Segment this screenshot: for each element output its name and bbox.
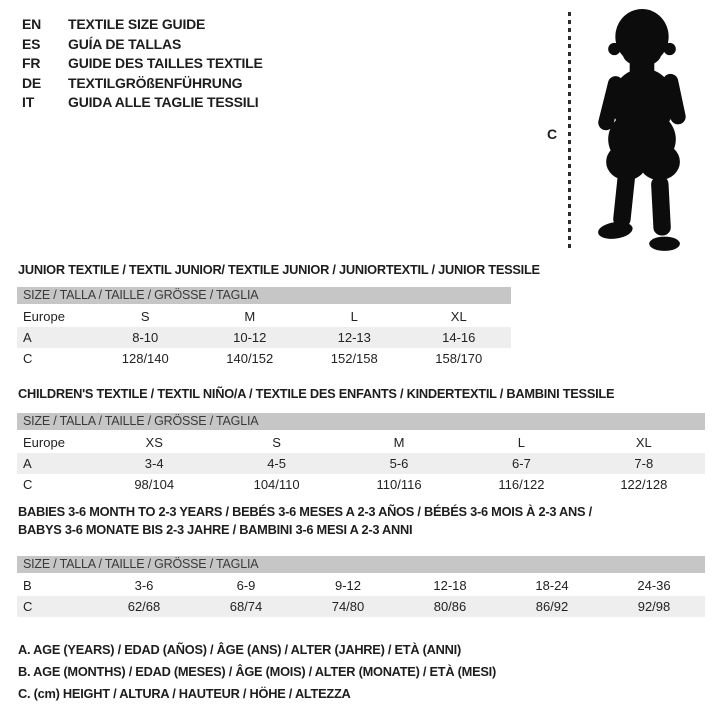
row-label: A <box>23 330 32 345</box>
language-row-es <box>22 35 263 55</box>
table-row <box>17 596 705 617</box>
size-cell: 9-12 <box>334 578 362 593</box>
language-row-it <box>22 93 263 113</box>
table-header-bar: SIZE / TALLA / TAILLE / GRÖSSE / TAGLIA <box>17 287 511 304</box>
language-row-en <box>22 15 263 35</box>
table-header-bar: SIZE / TALLA / TAILLE / GRÖSSE / TAGLIA <box>17 556 705 573</box>
size-cell: 62/68 <box>127 599 161 614</box>
size-cell: 6-7 <box>512 456 531 471</box>
size-cell: 10-12 <box>233 330 267 345</box>
language-label: GUIDE DES TAILLES TEXTILE <box>68 55 263 72</box>
size-cell: 24-36 <box>637 578 671 593</box>
table-row <box>17 327 511 348</box>
size-cell: 68/74 <box>229 599 263 614</box>
size-cell: L <box>517 435 526 450</box>
size-cell: 5-6 <box>389 456 409 471</box>
size-cell: 74/80 <box>331 599 365 614</box>
language-row-fr <box>22 54 263 74</box>
table-row <box>17 474 705 495</box>
size-cell: 14-16 <box>442 330 476 345</box>
size-cell: 12-13 <box>337 330 371 345</box>
footnotes <box>18 639 496 705</box>
row-label: Europe <box>23 309 65 324</box>
table-row <box>17 453 705 474</box>
footnote-age-years: A. AGE (YEARS) / EDAD (AÑOS) / ÂGE (ANS) / ALTER (JAHRE) / ETÀ (ANNI) <box>18 642 461 657</box>
size-cell: 4-5 <box>267 456 286 471</box>
language-code: ES <box>22 35 41 52</box>
table-row <box>17 432 705 453</box>
size-cell: 18-24 <box>535 578 569 593</box>
row-label: A <box>23 456 32 471</box>
size-cell: 140/152 <box>226 351 274 366</box>
size-cell: 152/158 <box>330 351 378 366</box>
size-cell: 3-4 <box>144 456 164 471</box>
language-label: GUIDA ALLE TAGLIE TESSILI <box>68 94 259 111</box>
size-cell: 92/98 <box>637 599 671 614</box>
language-label: TEXTILGRÖßENFÜHRUNG <box>68 74 243 91</box>
section-title-junior: JUNIOR TEXTILE / TEXTIL JUNIOR/ TEXTILE JUNIOR / JUNIORTEXTIL / JUNIOR TESSILE <box>18 262 540 277</box>
size-cell: 7-8 <box>634 456 654 471</box>
size-cell: 8-10 <box>132 330 159 345</box>
size-cell: 86/92 <box>535 599 569 614</box>
size-cell: 110/116 <box>376 477 422 492</box>
size-cell: XS <box>145 435 163 450</box>
size-table-babies <box>17 556 705 617</box>
table-header-bar: SIZE / TALLA / TAILLE / GRÖSSE / TAGLIA <box>17 413 705 430</box>
size-table-junior <box>17 287 511 369</box>
size-cell: 116/122 <box>498 477 545 492</box>
size-cell: L <box>350 309 358 324</box>
language-list <box>22 15 263 113</box>
language-label: TEXTILE SIZE GUIDE <box>68 16 206 32</box>
size-cell: 104/110 <box>253 477 300 492</box>
height-measure-label: C <box>547 126 558 142</box>
row-label: Europe <box>23 435 65 450</box>
row-label: C <box>23 477 33 492</box>
size-cell: 98/104 <box>134 477 175 492</box>
size-cell: S <box>272 435 281 450</box>
footnote-height-cm: C. (cm) HEIGHT / ALTURA / HAUTEUR / HÖHE / ALTEZZA <box>18 686 351 701</box>
size-cell: 80/86 <box>433 599 467 614</box>
size-cell: 128/140 <box>121 351 169 366</box>
table-row <box>17 575 705 596</box>
language-code: EN <box>22 16 42 32</box>
child-silhouette <box>580 8 704 254</box>
section-title-babies: BABIES 3-6 MONTH TO 2-3 YEARS / BEBÉS 3-6 MESES A 2-3 AÑOS / BÉBÉS 3-6 MOIS À 2-3 ANS / BABYS 3-6 MONATE BIS 2-3 JAHRE / BAMBINI 3-6 MESI A 2-3 ANNI <box>18 504 592 537</box>
row-label: B <box>23 578 32 593</box>
size-cell: 6-9 <box>236 578 256 593</box>
row-label: C <box>23 599 33 614</box>
size-cell: XL <box>450 309 467 324</box>
language-code: DE <box>22 74 42 91</box>
section-title-children: CHILDREN'S TEXTILE / TEXTIL NIÑO/A / TEXTILE DES ENFANTS / KINDERTEXTIL / BAMBINI TESSILE <box>18 386 615 401</box>
table-row <box>17 348 511 369</box>
height-dashed-line <box>568 12 571 250</box>
row-label: C <box>23 351 33 366</box>
size-cell: 12-18 <box>433 578 467 593</box>
size-cell: 122/128 <box>620 477 668 492</box>
size-table-children <box>17 413 705 495</box>
size-cell: M <box>244 309 256 324</box>
language-label: GUÍA DE TALLAS <box>68 35 182 52</box>
size-cell: S <box>140 309 150 324</box>
language-code: FR <box>22 55 41 72</box>
language-row-de <box>22 74 263 94</box>
size-cell: 158/170 <box>435 351 483 366</box>
size-cell: 3-6 <box>134 578 154 593</box>
size-cell: M <box>393 435 405 450</box>
language-code: IT <box>22 94 35 111</box>
size-cell: XL <box>635 435 652 450</box>
footnote-age-months: B. AGE (MONTHS) / EDAD (MESES) / ÂGE (MOIS) / ALTER (MONATE) / ETÀ (MESI) <box>18 664 496 679</box>
table-row <box>17 306 511 327</box>
